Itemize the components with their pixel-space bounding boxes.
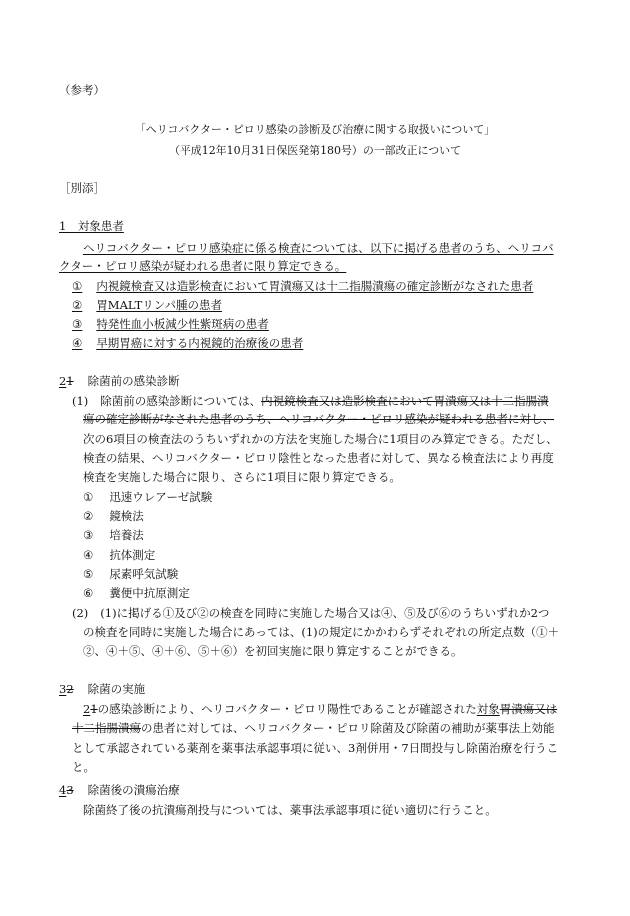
- paragraph-number: (2): [72, 606, 89, 620]
- list-item-number: ③: [72, 317, 83, 331]
- section-2-paragraph-2-line-2: の検査を同時に実施した場合にあっては、(1)の規定にかかわらずそれぞれの所定点数（①＋: [83, 625, 560, 639]
- section-4-number-new: 4: [59, 783, 67, 797]
- document-title: 「ヘリコバクター・ピロリ感染の診断及び治療に関する取扱いについて」: [134, 123, 496, 136]
- method-item: ② 鏡検法: [83, 509, 144, 523]
- section-4-line-1: 除菌終了後の抗潰瘍剤投与については、薬事法承認事項に従い適切に行うこと。: [83, 803, 497, 817]
- list-item-text: 内視鏡検査又は造影検査において胃潰瘍又は十二指腸潰瘍の確定診断がなされた患者: [96, 279, 534, 293]
- document-subtitle: （平成12年10月31日保医発第180号）の一部改正について: [168, 144, 462, 157]
- method-item: ④ 抗体測定: [83, 548, 156, 562]
- appendix-label: ［別添］: [59, 181, 105, 195]
- section-1-paragraph-line-2: クター・ピロリ感染が疑われる患者に限り算定できる。: [59, 259, 347, 273]
- section-2-paragraph-1-line-1: (1) 除菌前の感染診断については、内視鏡検査又は造影検査において胃潰瘍又は十二指腸潰: [72, 394, 549, 408]
- section-2-paragraph-2-line-3: ②、④＋⑤、④＋⑥、⑤＋⑥）を初回実施に限り算定することができる。: [83, 644, 463, 658]
- section-2-heading: [59, 373, 180, 389]
- list-item-number: ①: [72, 279, 83, 293]
- section-2-paragraph-2-line-1: (2) (1)に掲げる①及び②の検査を同時に実施した場合又は④、⑤及び⑥のうちいずれか2つ: [72, 606, 550, 620]
- section-2-paragraph-1-line-2-deleted: 瘍の確定診断がなされた患者のうち、ヘリコバクター・ピロリ感染が疑われる患者に対し、: [83, 412, 555, 426]
- section-4-heading: [59, 782, 180, 798]
- reference-label: （参考）: [59, 83, 105, 97]
- deleted-text: 内視鏡検査又は造影検査において胃潰瘍又は十二指腸潰: [261, 394, 549, 408]
- list-item-text: 早期胃癌に対する内視鏡的治療後の患者: [96, 336, 304, 350]
- method-item: ③ 培養法: [83, 528, 144, 542]
- section-2-paragraph-1-line-4: 検査の結果、ヘリコバクター・ピロリ陰性となった患者に対して、異なる検査法により再度: [83, 451, 554, 465]
- method-item: ⑥ 糞便中抗原測定: [83, 586, 190, 600]
- section-3-line-3: として承認されている薬剤を薬事法承認事項に従い、3剤併用・7日間投与し除菌治療を行うこ: [72, 741, 559, 755]
- list-item-number: ②: [72, 298, 83, 312]
- section-3-number-old: 2: [66, 682, 74, 696]
- section-2-paragraph-1-line-5: 検査を実施した場合に限り、さらに1項目に限り算定できる。: [83, 470, 401, 484]
- section-4-number-old: 3: [66, 783, 74, 797]
- list-item-number: ④: [72, 336, 83, 350]
- method-item: ① 迅速ウレアーゼ試験: [83, 490, 213, 504]
- paragraph-number: (1): [72, 394, 89, 408]
- section-3-line-4: と。: [72, 760, 95, 774]
- list-item: [72, 335, 303, 351]
- section-1-paragraph-line-1: ヘリコバクター・ピロリ感染症に係る検査については、以下に掲げる患者のうち、ヘリコバ: [83, 241, 554, 255]
- section-3-heading: [59, 681, 145, 697]
- inserted-text: 対象: [476, 702, 500, 716]
- list-item-text: 胃MALTリンパ腫の患者: [96, 298, 222, 312]
- section-4-title: 除菌後の潰瘍治療: [87, 783, 180, 797]
- section-1-heading: 1 対象患者: [59, 219, 124, 233]
- section-2-paragraph-1-line-3: 次の6項目の検査法のうちいずれかの方法を実施した場合に1項目のみ算定できる。ただし、: [83, 432, 558, 446]
- list-item: [72, 316, 269, 332]
- section-3-line-2: 十二指腸潰瘍の患者に対しては、ヘリコバクター・ピロリ除菌及び除菌の補助が薬事法上効能: [72, 721, 555, 735]
- list-item-text: 特発性血小板減少性紫斑病の患者: [96, 317, 269, 331]
- section-3-title: 除菌の実施: [87, 682, 146, 696]
- section-3-number-new: 3: [59, 682, 67, 696]
- deleted-text: 十二指腸潰瘍: [72, 721, 141, 735]
- section-2-number-new: 2: [59, 374, 67, 388]
- section-2-number-old: 1: [66, 374, 74, 388]
- list-item: [72, 297, 222, 313]
- list-item: [72, 278, 533, 294]
- section-3-line-1: 21の感染診断により、ヘリコバクター・ピロリ陽性であることが確認された対象胃潰瘍又は: [83, 702, 558, 716]
- method-item: ⑤ 尿素呼気試験: [83, 567, 179, 581]
- section-2-title: 除菌前の感染診断: [87, 374, 180, 388]
- deleted-text: 胃潰瘍又は: [499, 702, 558, 716]
